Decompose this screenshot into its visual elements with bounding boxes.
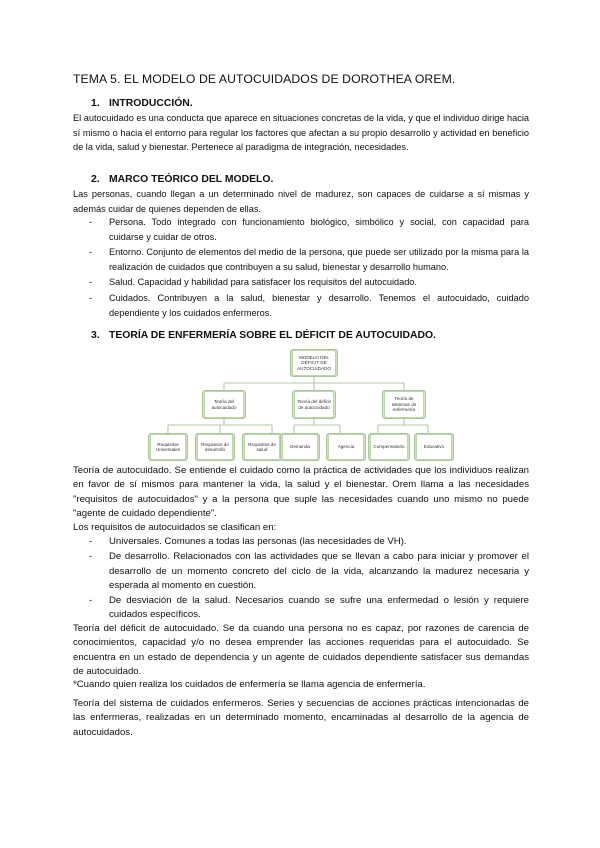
requirements-list bbox=[73, 535, 529, 624]
framework-list bbox=[73, 215, 529, 321]
section-number: 1. bbox=[91, 98, 100, 109]
diagram-node-label: Teoría del déficit de autocuidado bbox=[294, 391, 334, 418]
diagram-node-label: Demanda bbox=[282, 434, 318, 460]
list-item: - Universales. Comunes a todas las personas (las necesidades de VH). bbox=[73, 535, 529, 549]
orem-model-diagram bbox=[140, 345, 460, 463]
section-3-heading bbox=[91, 330, 436, 341]
list-item: - De desviación de la salud. Necesarios cuando se sufre una enfermedad o lesión y requiere cuidados específicos. bbox=[73, 594, 529, 623]
diagram-leaf-node bbox=[280, 433, 320, 461]
diagram-node-label: Teoría del autocuidado bbox=[204, 391, 244, 418]
section-number: 3. bbox=[91, 330, 100, 341]
diagram-branch-node bbox=[202, 390, 246, 419]
intro-paragraph: El autocuidado es una conducta que aparece en situaciones concretas de la vida, y que el individuo dirige hacia sí mismo o hacia el entorno para regular los factores que afectan a su propio desarrollo y actividad en beneficio de la vida, salud y bienestar. Pertenece al paradigma de integración, necesidades. bbox=[73, 113, 529, 153]
framework-intro: Las personas, cuando llegan a un determinado nivel de madurez, son capaces de cuidarse a sí mismas y además cuidar de quienes dependen de ellas. bbox=[73, 189, 529, 214]
section-title: INTRODUCCIÓN. bbox=[109, 98, 193, 109]
diagram-node-label: MODELO DEL DÉFICIT DE AUTOCUIDADO bbox=[292, 350, 336, 376]
diagram-node-label: Requisitos de desarrollo bbox=[197, 434, 233, 460]
list-item: - Entorno. Conjunto de elementos del medio de la persona, que puede ser utilizado por la misma para la realización de cuidados que contribuyen a su salud, bienestar y desarrollo humano. bbox=[73, 245, 529, 274]
nursing-systems-paragraph: Teoría del sistema de cuidados enfermeros. Series y secuencias de acciones prácticas intencionadas de las enfermeras, realizadas en un determinado momento, encaminadas al desarrollo de la agencia de autocuidados. bbox=[73, 698, 529, 738]
section-1-heading bbox=[91, 98, 193, 109]
diagram-node-label: Requisitos Universales bbox=[150, 434, 186, 460]
diagram-node-label: Requisitos de salud bbox=[244, 434, 280, 460]
diagram-root-node bbox=[290, 349, 338, 377]
section-title: MARCO TEÓRICO DEL MODELO. bbox=[109, 174, 274, 185]
diagram-node-label: Educativo bbox=[416, 434, 452, 460]
list-item: - Salud. Capacidad y habilidad para satisfacer los requisitos del autocuidado. bbox=[73, 275, 529, 290]
diagram-leaf-node bbox=[368, 433, 410, 461]
section-number: 2. bbox=[91, 174, 100, 185]
list-item: - Cuidados. Contribuyen a la salud, bienestar y desarrollo. Tenemos el autocuidado, cuidado dependiente y los cuidados enfermeros. bbox=[73, 291, 529, 320]
section-title: TEORÍA DE ENFERMERÍA SOBRE EL DÉFICIT DE AUTOCUIDADO. bbox=[109, 330, 436, 341]
section-2-heading bbox=[91, 174, 273, 185]
page-title: TEMA 5. EL MODELO DE AUTOCUIDADOS DE DOROTHEA OREM. bbox=[73, 72, 456, 86]
diagram-leaf-node bbox=[326, 433, 366, 461]
diagram-node-label: Teoría de sistemas de enfermería bbox=[384, 391, 424, 418]
diagram-leaf-node bbox=[148, 433, 188, 461]
diagram-node-label: Agencia bbox=[328, 434, 364, 460]
diagram-node-label: Compensatorio bbox=[370, 434, 408, 460]
deficit-theory-paragraph: Teoría del déficit de autocuidado. Se da cuando una persona no es capaz, por razones de carencia de conocimientos, capacidad y/o no desea emprender las acciones requeridas para el autocuidado. Se encuentra en un estado de dependencia y un agente de cuidados dependiente satisfacer sus demandas de autocuidado. bbox=[73, 623, 529, 677]
diagram-leaf-node bbox=[195, 433, 235, 461]
diagram-leaf-node bbox=[242, 433, 282, 461]
diagram-leaf-node bbox=[414, 433, 454, 461]
diagram-branch-node bbox=[292, 390, 336, 419]
requirements-intro: Los requisitos de autocuidados se clasifican en: bbox=[73, 522, 277, 533]
list-item: - Persona. Todo integrado con funcionamiento biológico, simbólico y social, con capacidad para cuidarse y cuidar de otros. bbox=[73, 215, 529, 244]
diagram-branch-node bbox=[382, 390, 426, 419]
nursing-agency-note: *Cuando quien realiza los cuidados de enfermería se llama agencia de enfermería. bbox=[73, 679, 426, 690]
self-care-theory-paragraph: Teoría de autocuidado. Se entiende el cuidado como la práctica de actividades que los individuos realizan en favor de sí mismos para mantener la vida, la salud y el bienestar. Orem llama a las necesidades "requisitos de autocuidados" y a la persona que suple las necesidades cuando uno mismo no puede "agente de cuidado dependiente". bbox=[73, 465, 529, 519]
list-item: - De desarrollo. Relacionados con las actividades que se llevan a cabo para iniciar y promover el desarrollo de un momento concreto del ciclo de la vida, alcanzando la madurez necesaria y esperada al momento en cuestión. bbox=[73, 550, 529, 593]
